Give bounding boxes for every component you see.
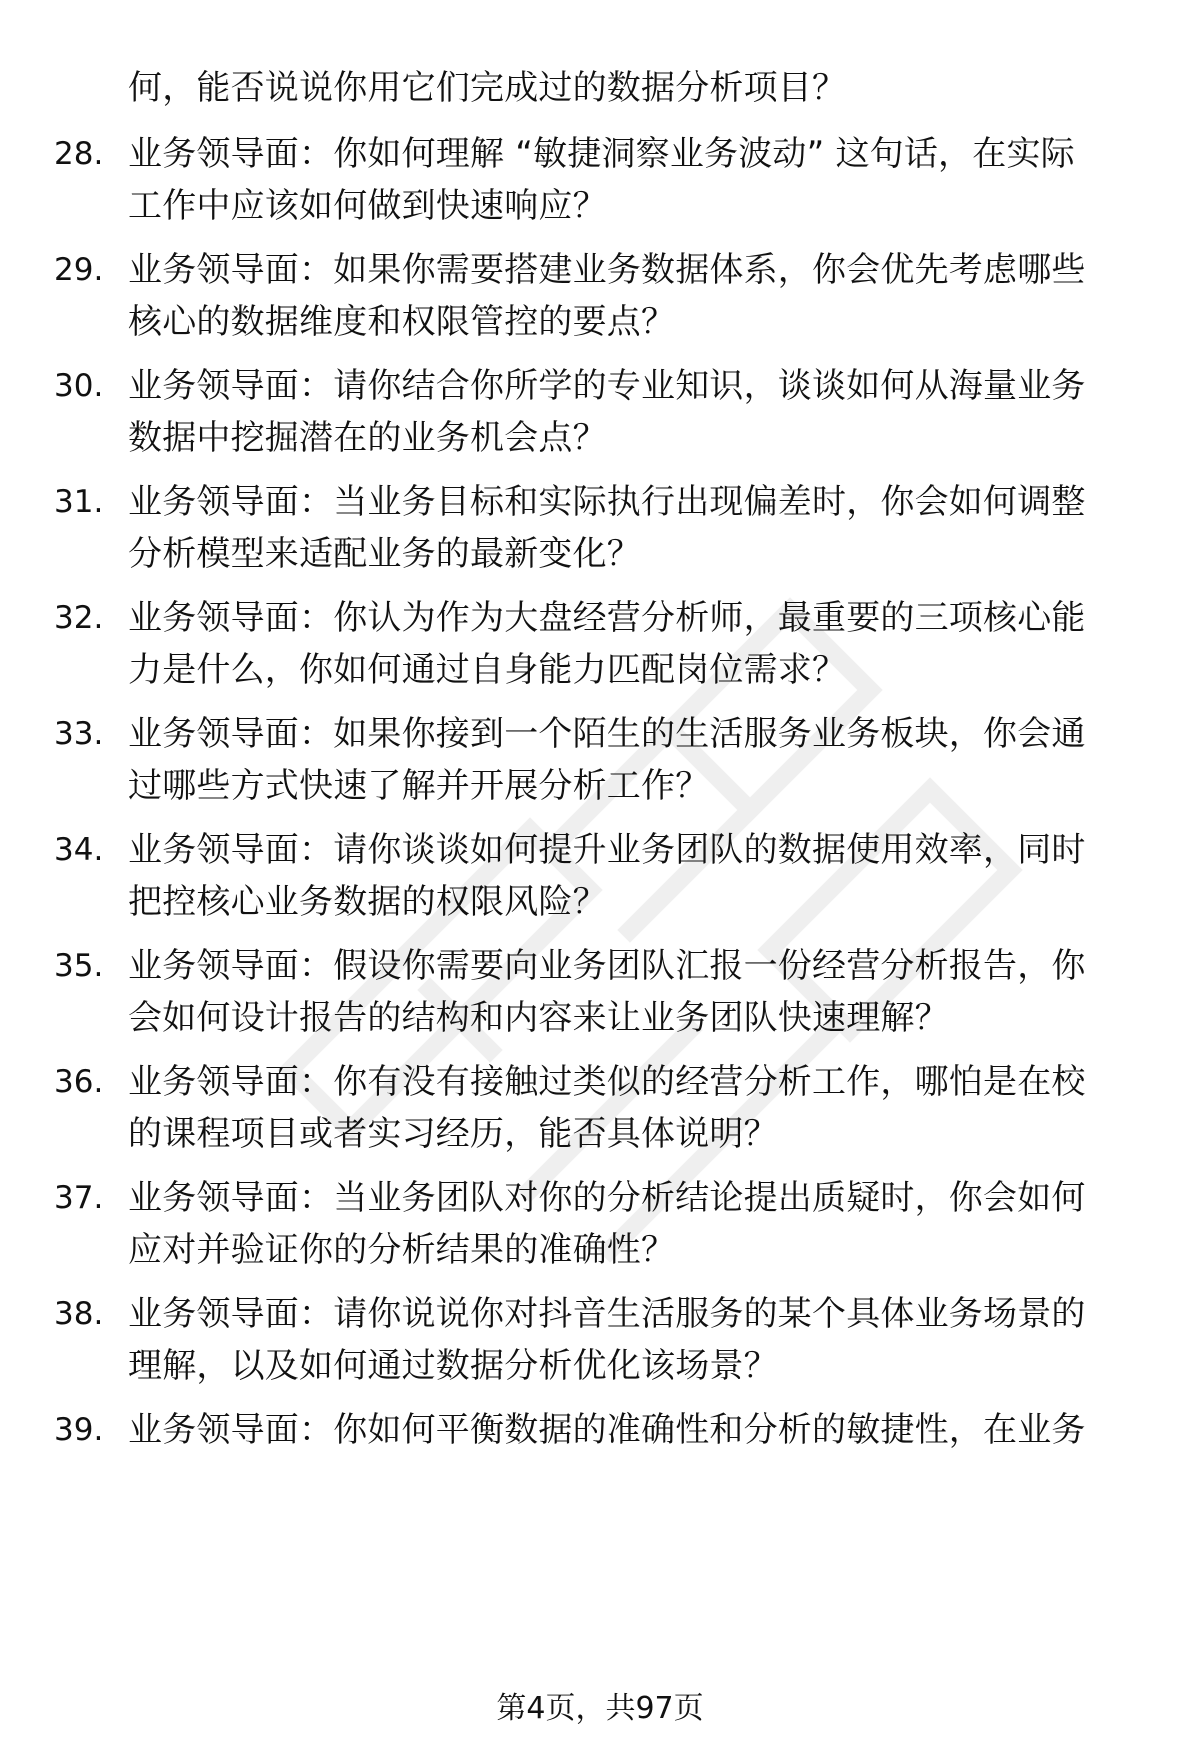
question-number: 36. [54, 1064, 104, 1100]
question-line: 业务领导面：你如何平衡数据的准确性和分析的敏捷性，在业务 [128, 1410, 1086, 1450]
question-line: 应对并验证你的分析结果的准确性？ [128, 1230, 676, 1270]
question-item [0, 592, 1200, 692]
question-text [128, 1404, 1138, 1456]
question-number: 31. [54, 484, 104, 520]
page-number-footer: 第4页，共97页 [496, 1691, 704, 1726]
question-line: 业务领导面：请你结合你所学的专业知识，谈谈如何从海量业务 [128, 366, 1086, 406]
question-item [0, 244, 1200, 344]
question-number: 35. [54, 948, 104, 984]
question-number: 39. [54, 1412, 104, 1448]
question-line: 业务领导面：当业务团队对你的分析结论提出质疑时，你会如何 [128, 1178, 1086, 1218]
question-line: 业务领导面：当业务目标和实际执行出现偏差时，你会如何调整 [128, 482, 1086, 522]
question-text [128, 360, 1138, 464]
question-text [128, 824, 1138, 928]
question-line: 业务领导面：你认为作为大盘经营分析师，最重要的三项核心能 [128, 598, 1086, 638]
question-item [0, 1172, 1200, 1272]
question-item [0, 708, 1200, 808]
question-text [128, 1288, 1138, 1392]
question-text [128, 708, 1138, 812]
question-line: 会如何设计报告的结构和内容来让业务团队快速理解？ [128, 998, 949, 1038]
question-text [128, 128, 1138, 232]
question-text [128, 1172, 1138, 1276]
question-number: 34. [54, 832, 104, 868]
question-item [0, 940, 1200, 1040]
question-item [0, 128, 1200, 228]
question-number: 37. [54, 1180, 104, 1216]
question-line: 业务领导面：请你说说你对抖音生活服务的某个具体业务场景的 [128, 1294, 1086, 1334]
question-number: 29. [54, 252, 104, 288]
question-line: 把控核心业务数据的权限风险？ [128, 882, 607, 922]
question-line: 业务领导面：假设你需要向业务团队汇报一份经营分析报告，你 [128, 946, 1086, 986]
question-number: 38. [54, 1296, 104, 1332]
question-text [128, 1056, 1138, 1160]
question-line: 业务领导面：如果你接到一个陌生的生活服务业务板块，你会通 [128, 714, 1086, 754]
question-line: 业务领导面：请你谈谈如何提升业务团队的数据使用效率，同时 [128, 830, 1086, 870]
question-line: 核心的数据维度和权限管控的要点？ [128, 302, 676, 342]
question-number: 30. [54, 368, 104, 404]
question-line: 数据中挖掘潜在的业务机会点？ [128, 418, 607, 458]
question-number: 33. [54, 716, 104, 752]
question-line: 过哪些方式快速了解并开展分析工作？ [128, 766, 710, 806]
question-item [0, 1404, 1200, 1504]
question-item [0, 824, 1200, 924]
question-text [128, 940, 1138, 1044]
continued-question-text: 何，能否说说你用它们完成过的数据分析项目？ [128, 68, 847, 108]
question-line: 的课程项目或者实习经历，能否具体说明？ [128, 1114, 778, 1154]
question-line: 业务领导面：如果你需要搭建业务数据体系，你会优先考虑哪些 [128, 250, 1086, 290]
question-item [0, 360, 1200, 460]
question-item [0, 1056, 1200, 1156]
question-line: 工作中应该如何做到快速响应？ [128, 186, 607, 226]
question-line: 理解，以及如何通过数据分析优化该场景？ [128, 1346, 778, 1386]
question-item [0, 1288, 1200, 1388]
question-line: 力是什么，你如何通过自身能力匹配岗位需求？ [128, 650, 847, 690]
question-text [128, 476, 1138, 580]
question-text [128, 244, 1138, 348]
question-number: 32. [54, 600, 104, 636]
question-item [0, 476, 1200, 576]
question-line: 业务领导面：你如何理解 “敏捷洞察业务波动” 这句话，在实际 [128, 134, 1075, 174]
question-number: 28. [54, 136, 104, 172]
question-line: 业务领导面：你有没有接触过类似的经营分析工作，哪怕是在校 [128, 1062, 1086, 1102]
question-line: 分析模型来适配业务的最新变化？ [128, 534, 641, 574]
question-text [128, 592, 1138, 696]
